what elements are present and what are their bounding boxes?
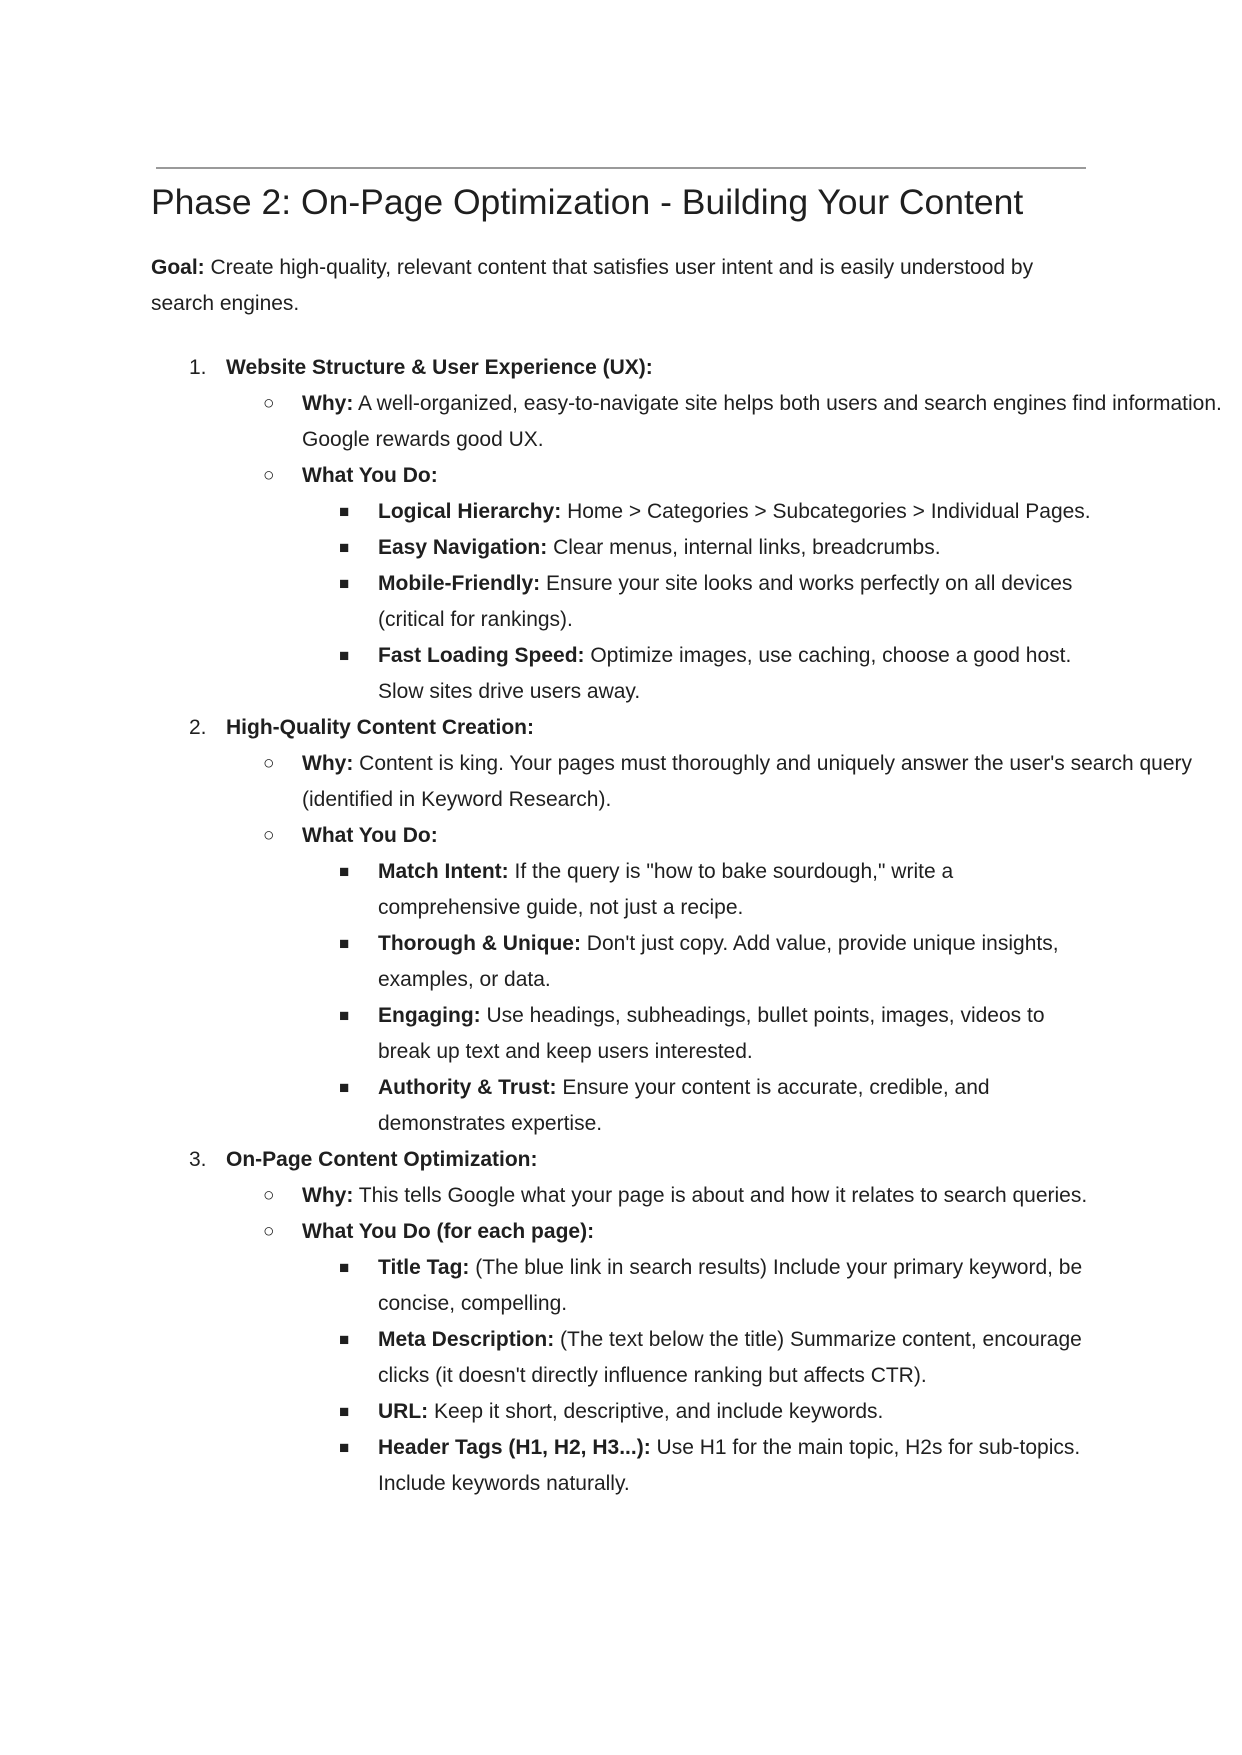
goal-paragraph bbox=[151, 250, 1096, 322]
square-bullet-icon: ■ bbox=[339, 1078, 350, 1097]
section-number: 1. bbox=[189, 356, 207, 379]
action-item bbox=[0, 638, 1098, 710]
why-text: A well-organized, easy-to-navigate site helps both users and search engines find information. Google rewards good UX. bbox=[302, 392, 1222, 451]
hollow-circle-bullet-icon: ○ bbox=[263, 825, 275, 846]
action-item bbox=[0, 494, 1098, 530]
action-label: Authority & Trust: bbox=[378, 1076, 557, 1099]
action-item bbox=[0, 926, 1098, 998]
square-bullet-icon: ■ bbox=[339, 502, 350, 521]
hollow-circle-bullet-icon: ○ bbox=[263, 465, 275, 486]
why-item bbox=[0, 746, 1242, 818]
action-text: Ensure your site looks and works perfectly on all devices (critical for rankings). bbox=[378, 572, 1073, 631]
square-bullet-icon: ■ bbox=[339, 646, 350, 665]
why-label: Why: bbox=[302, 752, 354, 775]
square-bullet-icon: ■ bbox=[339, 1438, 350, 1457]
action-item bbox=[0, 998, 1098, 1070]
section-title: On-Page Content Optimization: bbox=[226, 1148, 538, 1171]
why-item bbox=[0, 1178, 1242, 1214]
why-text: This tells Google what your page is about and how it relates to search queries. bbox=[353, 1184, 1088, 1207]
action-item bbox=[0, 1250, 1098, 1322]
action-item bbox=[0, 1394, 1098, 1430]
square-bullet-icon: ■ bbox=[339, 574, 350, 593]
section-title: Website Structure & User Experience (UX): bbox=[226, 356, 653, 379]
action-label: Engaging: bbox=[378, 1004, 481, 1027]
what-you-do-label: What You Do (for each page): bbox=[302, 1220, 595, 1243]
action-item bbox=[0, 1322, 1098, 1394]
hollow-circle-bullet-icon: ○ bbox=[263, 1185, 275, 1206]
action-text: (The text below the title) Summarize content, encourage clicks (it doesn't directly influence ranking but affects CTR). bbox=[378, 1328, 1082, 1387]
hollow-circle-bullet-icon: ○ bbox=[263, 753, 275, 774]
action-label: Thorough & Unique: bbox=[378, 932, 581, 955]
square-bullet-icon: ■ bbox=[339, 862, 350, 881]
action-text: Keep it short, descriptive, and include keywords. bbox=[428, 1400, 884, 1423]
goal-text: Create high-quality, relevant content that satisfies user intent and is easily understood by search engines. bbox=[151, 256, 1034, 315]
square-bullet-icon: ■ bbox=[339, 1402, 350, 1421]
action-item bbox=[0, 854, 1098, 926]
action-item bbox=[0, 530, 1098, 566]
section-title: High-Quality Content Creation: bbox=[226, 716, 534, 739]
square-bullet-icon: ■ bbox=[339, 538, 350, 557]
section-number: 2. bbox=[189, 716, 207, 739]
section-number: 3. bbox=[189, 1148, 207, 1171]
action-text: Use H1 for the main topic, H2s for sub-topics. Include keywords naturally. bbox=[378, 1436, 1081, 1495]
action-text: Use headings, subheadings, bullet points, images, videos to break up text and keep users interested. bbox=[378, 1004, 1045, 1063]
hollow-circle-bullet-icon: ○ bbox=[263, 1221, 275, 1242]
section-heading bbox=[0, 1142, 1242, 1178]
square-bullet-icon: ■ bbox=[339, 934, 350, 953]
horizontal-rule bbox=[156, 167, 1086, 169]
goal-label: Goal: bbox=[151, 256, 205, 279]
action-item bbox=[0, 1070, 1098, 1142]
hollow-circle-bullet-icon: ○ bbox=[263, 393, 275, 414]
action-text: Clear menus, internal links, breadcrumbs. bbox=[547, 536, 941, 559]
what-you-do-item bbox=[0, 1214, 1242, 1250]
why-label: Why: bbox=[302, 1184, 354, 1207]
action-label: URL: bbox=[378, 1400, 429, 1423]
action-label: Match Intent: bbox=[378, 860, 509, 883]
action-label: Fast Loading Speed: bbox=[378, 644, 585, 667]
action-label: Meta Description: bbox=[378, 1328, 555, 1351]
action-text: Home > Categories > Subcategories > Individual Pages. bbox=[561, 500, 1091, 523]
what-you-do-item bbox=[0, 818, 1242, 854]
action-text: Optimize images, use caching, choose a good host. Slow sites drive users away. bbox=[378, 644, 1072, 703]
phase-outline-list bbox=[0, 350, 1242, 1502]
square-bullet-icon: ■ bbox=[339, 1258, 350, 1277]
action-item bbox=[0, 1430, 1098, 1502]
action-text: Ensure your content is accurate, credible, and demonstrates expertise. bbox=[378, 1076, 990, 1135]
what-you-do-label: What You Do: bbox=[302, 824, 438, 847]
action-text: Don't just copy. Add value, provide unique insights, examples, or data. bbox=[378, 932, 1059, 991]
action-label: Title Tag: bbox=[378, 1256, 470, 1279]
action-label: Mobile-Friendly: bbox=[378, 572, 541, 595]
action-item bbox=[0, 566, 1098, 638]
what-you-do-label: What You Do: bbox=[302, 464, 438, 487]
action-label: Logical Hierarchy: bbox=[378, 500, 562, 523]
why-text: Content is king. Your pages must thoroughly and uniquely answer the user's search query (identified in Keyword Research). bbox=[302, 752, 1193, 811]
page-title: Phase 2: On-Page Optimization - Building Your Content bbox=[151, 182, 1024, 222]
action-label: Header Tags (H1, H2, H3...): bbox=[378, 1436, 651, 1459]
square-bullet-icon: ■ bbox=[339, 1006, 350, 1025]
action-text: (The blue link in search results) Include your primary keyword, be concise, compelling. bbox=[378, 1256, 1083, 1315]
action-text: If the query is "how to bake sourdough," write a comprehensive guide, not just a recipe. bbox=[378, 860, 954, 919]
action-label: Easy Navigation: bbox=[378, 536, 548, 559]
square-bullet-icon: ■ bbox=[339, 1330, 350, 1349]
section-heading bbox=[0, 710, 1242, 746]
what-you-do-item bbox=[0, 458, 1242, 494]
section-heading bbox=[0, 350, 1242, 386]
why-label: Why: bbox=[302, 392, 354, 415]
why-item bbox=[0, 386, 1242, 458]
